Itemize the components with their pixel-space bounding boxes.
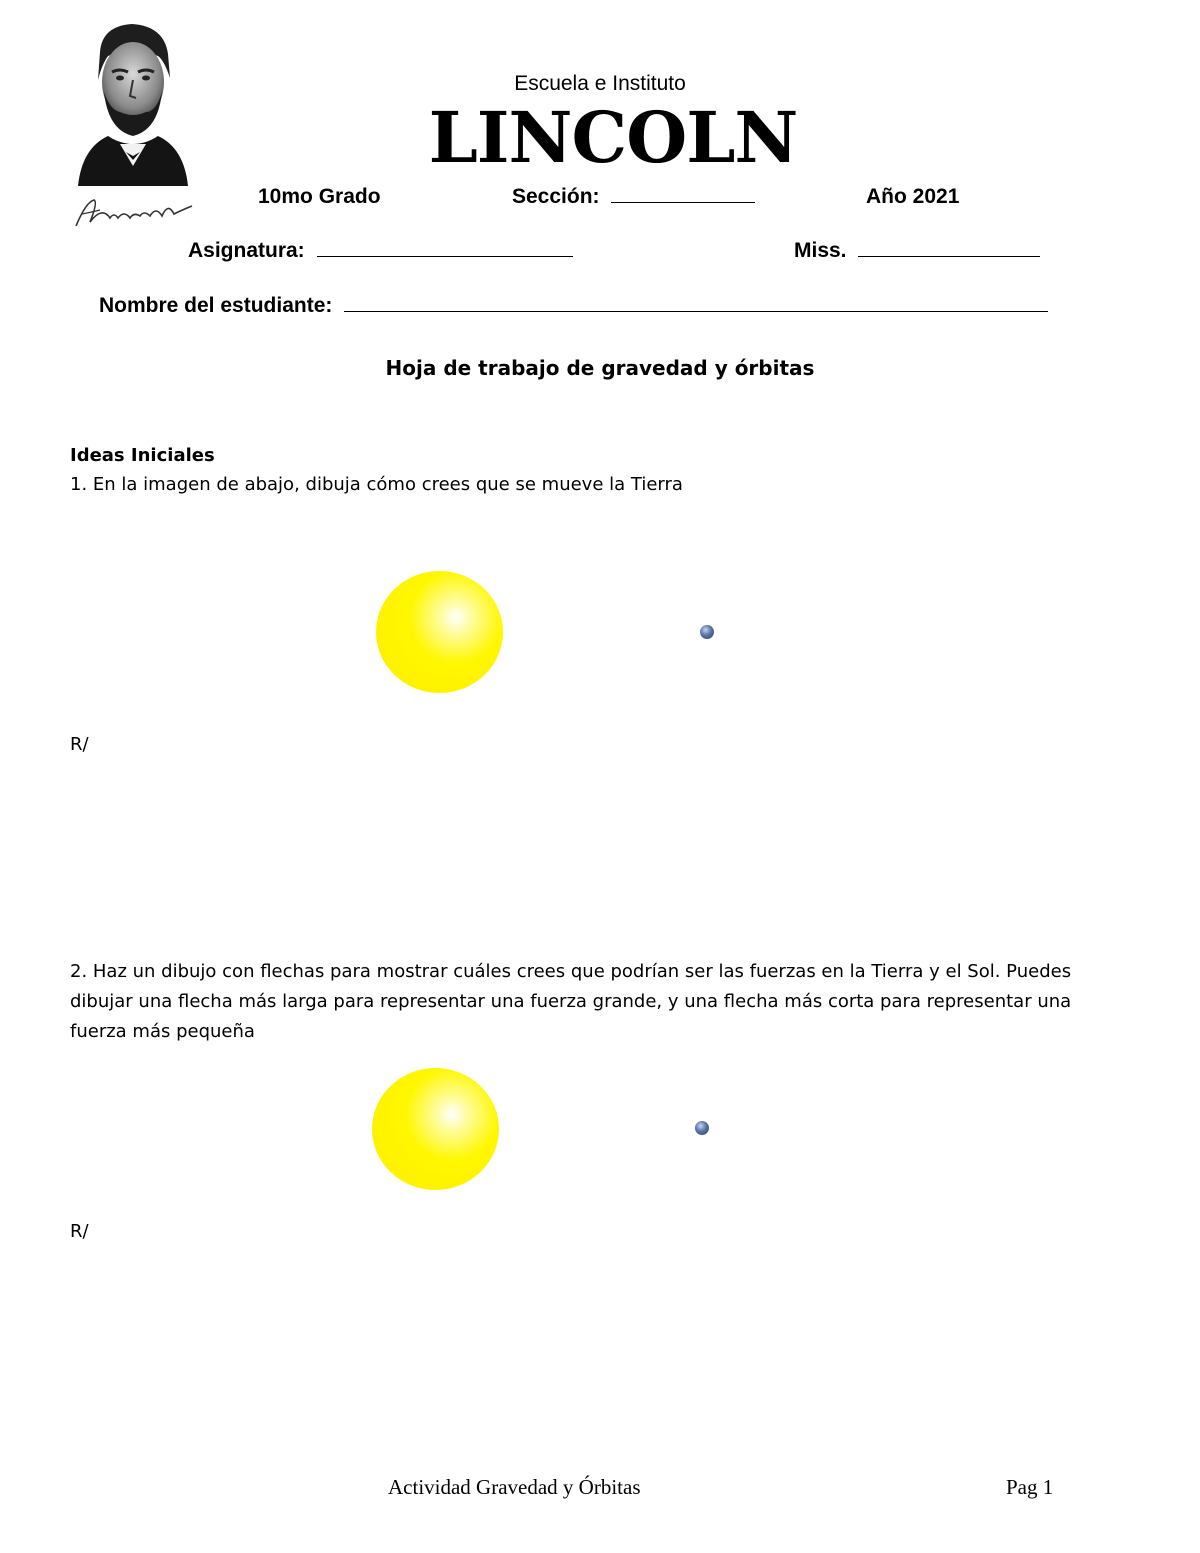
section-heading: Ideas Iniciales	[70, 445, 215, 466]
subject-blank-line[interactable]	[317, 255, 573, 257]
sun-icon	[372, 1068, 499, 1190]
answer-1-label: R/	[70, 734, 89, 755]
section-blank-line[interactable]	[611, 201, 755, 203]
subject-label: Asignatura:	[188, 239, 305, 262]
lincoln-signature	[72, 192, 197, 232]
question-1: 1. En la imagen de abajo, dibuja cómo crees que se mueve la Tierra	[70, 474, 683, 495]
sun-icon	[376, 571, 503, 693]
teacher-blank-line[interactable]	[858, 255, 1040, 257]
year-label: Año 2021	[866, 185, 960, 208]
worksheet-title: Hoja de trabajo de gravedad y órbitas	[385, 356, 815, 380]
footer-page-number: Pag 1	[1006, 1475, 1054, 1499]
student-name-blank-line[interactable]	[344, 310, 1048, 312]
answer-2-label: R/	[70, 1221, 89, 1242]
earth-icon	[695, 1121, 709, 1135]
question-2: 2. Haz un dibujo con flechas para mostrar cuáles crees que podrían ser las fuerzas en la Tierra y el Sol. Puedes dibujar una flecha más larga para representar una fuerza grande, y una flecha más corta para representar una fuerza más pequeña	[70, 961, 1072, 1042]
subject-field[interactable]	[188, 239, 573, 263]
grade-label: 10mo Grado	[258, 185, 381, 208]
footer-activity: Actividad Gravedad y Órbitas	[388, 1475, 641, 1499]
section-field[interactable]	[512, 185, 755, 209]
school-line: Escuela e Instituto	[514, 72, 686, 95]
answer-1-area[interactable]	[70, 765, 1130, 945]
teacher-field[interactable]	[794, 239, 1040, 263]
answer-2-area[interactable]	[70, 1252, 1130, 1452]
section-label: Sección:	[512, 185, 600, 208]
teacher-label: Miss.	[794, 239, 847, 262]
student-name-field[interactable]	[99, 294, 1048, 318]
student-name-label: Nombre del estudiante:	[99, 294, 333, 317]
school-name: LINCOLN	[428, 96, 798, 179]
earth-icon	[700, 625, 714, 639]
signature-icon	[72, 192, 197, 232]
